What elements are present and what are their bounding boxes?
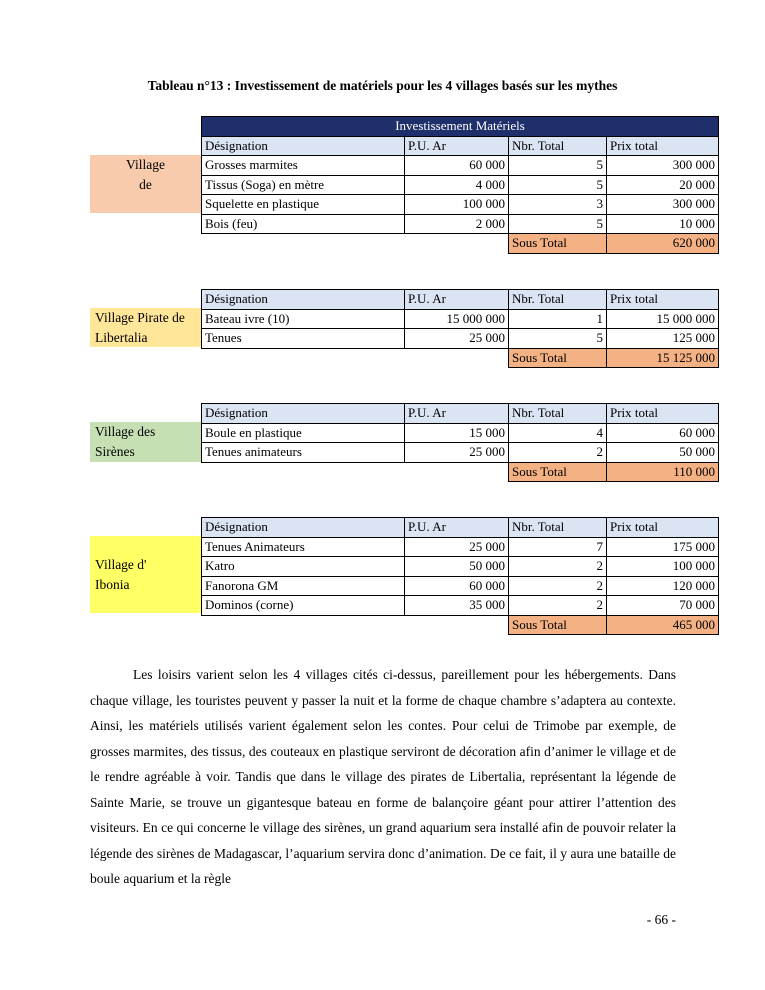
village-label-line: Village d' <box>95 557 147 572</box>
cell-nbr: 2 <box>509 557 607 577</box>
table-header-row <box>202 404 719 424</box>
cell-designation: Katro <box>202 557 405 577</box>
cell-designation: Bateau ivre (10) <box>202 309 405 329</box>
table-row <box>202 576 719 596</box>
cell-pu: 25 000 <box>405 329 509 349</box>
cell-designation: Tenues <box>202 329 405 349</box>
table-row <box>202 423 719 443</box>
table-header-row <box>202 518 719 538</box>
header-designation: Désignation <box>202 404 405 424</box>
header-prix: Prix total <box>607 518 719 538</box>
subtotal-value: 110 000 <box>607 462 719 482</box>
table-row <box>202 443 719 463</box>
cell-nbr: 5 <box>509 175 607 195</box>
cell-prix: 70 000 <box>607 596 719 616</box>
materials-table-village-2 <box>201 289 719 368</box>
cell-prix: 300 000 <box>607 156 719 176</box>
cell-designation: Tissus (Soga) en mètre <box>202 175 405 195</box>
header-pu: P.U. Ar <box>405 404 509 424</box>
header-pu: P.U. Ar <box>405 518 509 538</box>
village-label-trimobe <box>90 155 201 213</box>
cell-designation: Squelette en plastique <box>202 195 405 215</box>
cell-prix: 125 000 <box>607 329 719 349</box>
table-row <box>202 309 719 329</box>
cell-prix: 15 000 000 <box>607 309 719 329</box>
cell-pu: 2 000 <box>405 214 509 234</box>
cell-designation: Fanorona GM <box>202 576 405 596</box>
table-header-row <box>202 290 719 310</box>
cell-prix: 300 000 <box>607 195 719 215</box>
cell-pu: 100 000 <box>405 195 509 215</box>
village-label-libertalia <box>90 308 201 347</box>
header-nbr: Nbr. Total <box>509 290 607 310</box>
cell-prix: 20 000 <box>607 175 719 195</box>
cell-designation: Dominos (corne) <box>202 596 405 616</box>
table-row <box>202 195 719 215</box>
subtotal-row <box>202 234 719 254</box>
materials-table-village-4 <box>201 517 719 635</box>
table-row <box>202 596 719 616</box>
cell-nbr: 7 <box>509 537 607 557</box>
cell-nbr: 1 <box>509 309 607 329</box>
cell-pu: 50 000 <box>405 557 509 577</box>
cell-nbr: 4 <box>509 423 607 443</box>
cell-nbr: 3 <box>509 195 607 215</box>
header-designation: Désignation <box>202 136 405 156</box>
materials-table-village-1 <box>201 116 719 254</box>
empty-cell <box>202 615 405 635</box>
empty-cell <box>202 234 405 254</box>
table-caption: Tableau n°13 : Investissement de matériels pour les 4 villages basés sur les mythes <box>147 78 618 93</box>
cell-pu: 4 000 <box>405 175 509 195</box>
village-label-line: Libertalia <box>95 329 148 345</box>
village-label-sirenes <box>90 422 201 462</box>
cell-prix: 175 000 <box>607 537 719 557</box>
header-nbr: Nbr. Total <box>509 136 607 156</box>
subtotal-label: Sous Total <box>509 462 607 482</box>
subtotal-value: 15 125 000 <box>607 348 719 368</box>
header-prix: Prix total <box>607 404 719 424</box>
subtotal-label: Sous Total <box>509 615 607 635</box>
cell-nbr: 2 <box>509 576 607 596</box>
cell-pu: 25 000 <box>405 537 509 557</box>
cell-designation: Grosses marmites <box>202 156 405 176</box>
table-title: Investissement Matériels <box>202 117 719 137</box>
subtotal-value: 465 000 <box>607 615 719 635</box>
table-row <box>202 329 719 349</box>
subtotal-label: Sous Total <box>509 348 607 368</box>
header-pu: P.U. Ar <box>405 290 509 310</box>
header-pu: P.U. Ar <box>405 136 509 156</box>
table-row <box>202 537 719 557</box>
cell-prix: 120 000 <box>607 576 719 596</box>
cell-pu: 15 000 000 <box>405 309 509 329</box>
village-label-line: Village des <box>95 424 156 439</box>
materials-table-village-3 <box>201 403 719 482</box>
cell-pu: 60 000 <box>405 156 509 176</box>
cell-nbr: 5 <box>509 214 607 234</box>
cell-designation: Boule en plastique <box>202 423 405 443</box>
empty-cell <box>405 348 509 368</box>
village-label-line: de <box>139 176 152 192</box>
table-header-row <box>202 136 719 156</box>
village-label-line: Sirènes <box>95 443 135 459</box>
page-number: - 66 - <box>646 912 676 927</box>
cell-designation: Bois (feu) <box>202 214 405 234</box>
table-row <box>202 156 719 176</box>
subtotal-row <box>202 348 719 368</box>
header-designation: Désignation <box>202 518 405 538</box>
header-nbr: Nbr. Total <box>509 518 607 538</box>
village-label-ibonia <box>90 536 201 613</box>
header-prix: Prix total <box>607 290 719 310</box>
cell-pu: 25 000 <box>405 443 509 463</box>
village-label-line: Village <box>126 157 165 172</box>
empty-cell <box>202 462 405 482</box>
empty-cell <box>405 462 509 482</box>
cell-pu: 15 000 <box>405 423 509 443</box>
table-row <box>202 557 719 577</box>
subtotal-row <box>202 462 719 482</box>
cell-nbr: 5 <box>509 156 607 176</box>
cell-nbr: 2 <box>509 596 607 616</box>
village-label-line: Village Pirate de <box>95 310 185 325</box>
cell-designation: Tenues animateurs <box>202 443 405 463</box>
header-nbr: Nbr. Total <box>509 404 607 424</box>
cell-nbr: 2 <box>509 443 607 463</box>
table-title-row <box>202 117 719 137</box>
header-prix: Prix total <box>607 136 719 156</box>
empty-cell <box>202 348 405 368</box>
table-row <box>202 214 719 234</box>
empty-cell <box>405 234 509 254</box>
village-label-line: Ibonia <box>95 576 130 592</box>
cell-pu: 60 000 <box>405 576 509 596</box>
table-row <box>202 175 719 195</box>
cell-prix: 60 000 <box>607 423 719 443</box>
cell-pu: 35 000 <box>405 596 509 616</box>
cell-designation: Tenues Animateurs <box>202 537 405 557</box>
cell-prix: 50 000 <box>607 443 719 463</box>
header-designation: Désignation <box>202 290 405 310</box>
subtotal-label: Sous Total <box>509 234 607 254</box>
cell-prix: 100 000 <box>607 557 719 577</box>
empty-cell <box>405 615 509 635</box>
subtotal-row <box>202 615 719 635</box>
cell-nbr: 5 <box>509 329 607 349</box>
body-paragraph: Les loisirs varient selon les 4 villages cités ci-dessus, pareillement pour les hébergements. Dans chaque village, les touristes peuvent y passer la nuit et la forme de chaque chambre s’adaptera au contexte. Ainsi, les matériels utilisés varient également selon les contes. Pour celui de Trimobe par exemple, de grosses marmites, des tissus, des couteaux en plastique serviront de décoration afin d’animer le village et de le rendre agréable à voir. Tandis que dans le village des pirates de Libertalia, représentant la légende de Sainte Marie, se trouve un gigantesque bateau en forme de balançoire géant pour attirer l’attention des visiteurs. En ce qui concerne le village des sirènes, un grand aquarium sera installé afin de pouvoir relater la légende des sirènes de Madagascar, l’aquarium servira donc d’animation. De ce fait, il y aura une bataille de boule aquarium et la règle <box>90 667 676 886</box>
subtotal-value: 620 000 <box>607 234 719 254</box>
cell-prix: 10 000 <box>607 214 719 234</box>
